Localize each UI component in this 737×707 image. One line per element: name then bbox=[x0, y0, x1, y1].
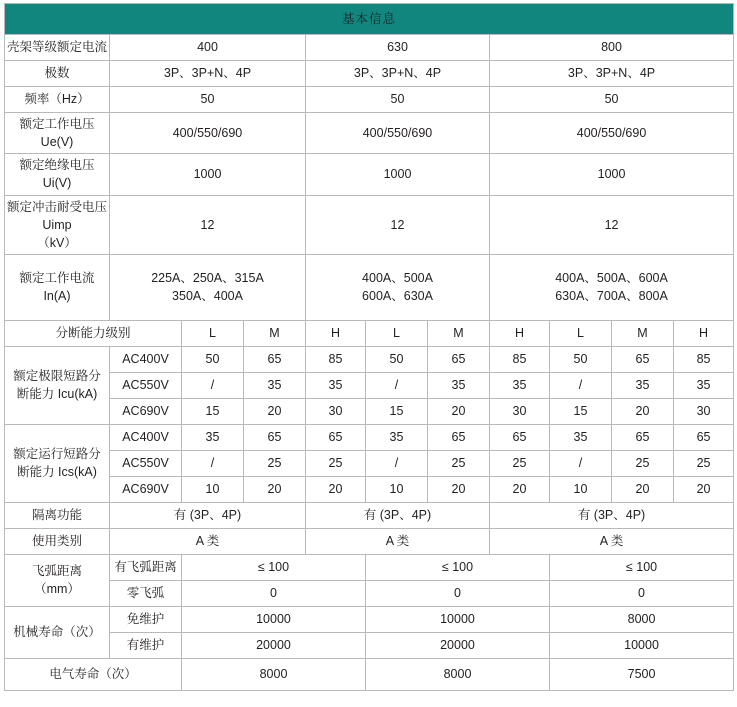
cell-frame-rating-400: 400 bbox=[110, 35, 306, 61]
ics-label-line1: 额定运行短路分 bbox=[13, 447, 101, 462]
icu-label-line1: 额定极限短路分 bbox=[13, 369, 101, 384]
ics-ac400v-400-m: 65 bbox=[244, 424, 306, 450]
in-630-line1: 400A、500A bbox=[362, 271, 433, 286]
row-label-rated-current: 额定工作电流 In(A) bbox=[5, 254, 110, 320]
ics-ac550v-630-m: 25 bbox=[428, 450, 490, 476]
ics-ac400v-800-h: 65 bbox=[674, 424, 734, 450]
cell-frame-rating-800: 800 bbox=[490, 35, 734, 61]
icu-ac400v-400-m: 65 bbox=[244, 346, 306, 372]
cell-uimp-630: 12 bbox=[306, 195, 490, 254]
cell-arc-zero-630: 0 bbox=[366, 580, 550, 606]
ics-label-line2: 断能力 Ics(kA) bbox=[17, 465, 97, 480]
icu-ac690v-400-l: 15 bbox=[182, 398, 244, 424]
row-label-rated-working-voltage: 额定工作电压 Ue(V) bbox=[5, 113, 110, 154]
in-630-line2: 600A、630A bbox=[362, 289, 433, 304]
cell-frame-rating-630: 630 bbox=[306, 35, 490, 61]
ics-ac690v-400-m: 20 bbox=[244, 476, 306, 502]
cell-frequency-800: 50 bbox=[490, 87, 734, 113]
grade-630-l: L bbox=[366, 320, 428, 346]
grade-400-m: M bbox=[244, 320, 306, 346]
table-row bbox=[5, 632, 734, 658]
ics-ac690v-400-h: 20 bbox=[306, 476, 366, 502]
cell-arc-with-800: ≤ 100 bbox=[550, 554, 734, 580]
cell-elec-life-630: 8000 bbox=[366, 658, 550, 690]
icu-ac400v-800-h: 85 bbox=[674, 346, 734, 372]
table-row bbox=[5, 398, 734, 424]
grade-630-h: H bbox=[490, 320, 550, 346]
table-header-row bbox=[5, 4, 734, 35]
grade-630-m: M bbox=[428, 320, 490, 346]
ics-ac690v-800-m: 20 bbox=[612, 476, 674, 502]
ics-ac400v-630-l: 35 bbox=[366, 424, 428, 450]
table-row bbox=[5, 320, 734, 346]
icu-ac550v-630-h: 35 bbox=[490, 372, 550, 398]
icu-ac400v-400-h: 85 bbox=[306, 346, 366, 372]
table-row bbox=[5, 372, 734, 398]
cell-mech-free-800: 8000 bbox=[550, 606, 734, 632]
cell-ui-400: 1000 bbox=[110, 154, 306, 195]
cell-uimp-400: 12 bbox=[110, 195, 306, 254]
row-label-electrical-life: 电气寿命（次） bbox=[5, 658, 182, 690]
cell-in-630 bbox=[306, 254, 490, 320]
cell-poles-400: 3P、3P+N、4P bbox=[110, 61, 306, 87]
arc-distance-label-line1: 飞弧距离 bbox=[31, 564, 82, 579]
cell-arc-with-630: ≤ 100 bbox=[366, 554, 550, 580]
ics-ac690v-800-l: 10 bbox=[550, 476, 612, 502]
cell-isolation-800: 有 (3P、4P) bbox=[490, 502, 734, 528]
icu-ac550v-400-l: / bbox=[182, 372, 244, 398]
icu-label-line2: 断能力 Icu(kA) bbox=[16, 387, 98, 402]
cell-elec-life-800: 7500 bbox=[550, 658, 734, 690]
icu-ac400v-630-m: 65 bbox=[428, 346, 490, 372]
cell-ui-800: 1000 bbox=[490, 154, 734, 195]
icu-ac690v-630-l: 15 bbox=[366, 398, 428, 424]
cell-mech-free-630: 10000 bbox=[366, 606, 550, 632]
ics-ac550v-800-h: 25 bbox=[674, 450, 734, 476]
table-row bbox=[5, 580, 734, 606]
cell-poles-630: 3P、3P+N、4P bbox=[306, 61, 490, 87]
icu-ac690v-800-m: 20 bbox=[612, 398, 674, 424]
cell-in-400 bbox=[110, 254, 306, 320]
grade-800-h: H bbox=[674, 320, 734, 346]
cell-ue-800: 400/550/690 bbox=[490, 113, 734, 154]
row-label-frequency: 频率（Hz） bbox=[5, 87, 110, 113]
cell-ue-400: 400/550/690 bbox=[110, 113, 306, 154]
cell-mech-maintained-630: 20000 bbox=[366, 632, 550, 658]
table-row bbox=[5, 113, 734, 154]
icu-ac690v-400-m: 20 bbox=[244, 398, 306, 424]
in-400-line2: 350A、400A bbox=[172, 289, 243, 304]
cell-ue-630: 400/550/690 bbox=[306, 113, 490, 154]
ics-ac400v-630-m: 65 bbox=[428, 424, 490, 450]
grade-400-l: L bbox=[182, 320, 244, 346]
table-row bbox=[5, 87, 734, 113]
impulse-voltage-label-line2: （kV） bbox=[37, 235, 77, 250]
icu-ac550v-630-m: 35 bbox=[428, 372, 490, 398]
row-label-breaking-class: 分断能力级别 bbox=[5, 320, 182, 346]
icu-ac690v-800-l: 15 bbox=[550, 398, 612, 424]
cell-category-400: A 类 bbox=[110, 528, 306, 554]
icu-ac550v-630-l: / bbox=[366, 372, 428, 398]
cell-frequency-400: 50 bbox=[110, 87, 306, 113]
icu-ac550v-400-m: 35 bbox=[244, 372, 306, 398]
row-label-isolation: 隔离功能 bbox=[5, 502, 110, 528]
ics-ac550v-800-l: / bbox=[550, 450, 612, 476]
icu-ac400v-800-l: 50 bbox=[550, 346, 612, 372]
ics-ac550v-400-m: 25 bbox=[244, 450, 306, 476]
table-row bbox=[5, 606, 734, 632]
cell-ui-630: 1000 bbox=[306, 154, 490, 195]
icu-ac690v-800-h: 30 bbox=[674, 398, 734, 424]
ics-ac690v-800-h: 20 bbox=[674, 476, 734, 502]
table-row bbox=[5, 528, 734, 554]
cell-category-630: A 类 bbox=[306, 528, 490, 554]
table-row bbox=[5, 554, 734, 580]
cell-in-800 bbox=[490, 254, 734, 320]
ics-ac550v-630-l: / bbox=[366, 450, 428, 476]
row-label-icu bbox=[5, 346, 110, 424]
mech-sublabel-maintenance-free: 免维护 bbox=[110, 606, 182, 632]
cell-arc-zero-400: 0 bbox=[182, 580, 366, 606]
table-row bbox=[5, 195, 734, 254]
cell-elec-life-400: 8000 bbox=[182, 658, 366, 690]
in-800-line2: 630A、700A、800A bbox=[555, 289, 668, 304]
grade-800-l: L bbox=[550, 320, 612, 346]
cell-isolation-630: 有 (3P、4P) bbox=[306, 502, 490, 528]
ics-ac400v-400-l: 35 bbox=[182, 424, 244, 450]
cell-isolation-400: 有 (3P、4P) bbox=[110, 502, 306, 528]
ics-ac690v-630-m: 20 bbox=[428, 476, 490, 502]
cell-frequency-630: 50 bbox=[306, 87, 490, 113]
row-label-frame-rating: 壳架等级额定电流 bbox=[5, 35, 110, 61]
icu-ac690v-630-m: 20 bbox=[428, 398, 490, 424]
in-400-line1: 225A、250A、315A bbox=[151, 271, 264, 286]
ics-ac550v-630-h: 25 bbox=[490, 450, 550, 476]
ics-sublabel-ac550v: AC550V bbox=[110, 450, 182, 476]
table-row bbox=[5, 450, 734, 476]
arc-sublabel-with-arc: 有飞弧距离 bbox=[110, 554, 182, 580]
specification-table bbox=[4, 3, 734, 691]
cell-mech-free-400: 10000 bbox=[182, 606, 366, 632]
arc-distance-label-line2: （mm） bbox=[34, 582, 80, 597]
ics-sublabel-ac400v: AC400V bbox=[110, 424, 182, 450]
row-label-impulse-voltage bbox=[5, 195, 110, 254]
ics-ac690v-630-l: 10 bbox=[366, 476, 428, 502]
icu-ac400v-400-l: 50 bbox=[182, 346, 244, 372]
icu-ac690v-400-h: 30 bbox=[306, 398, 366, 424]
impulse-voltage-label-line1: 额定冲击耐受电压 Uimp bbox=[7, 199, 108, 232]
grade-800-m: M bbox=[612, 320, 674, 346]
page-title: 基本信息 bbox=[5, 4, 734, 35]
ics-ac550v-400-l: / bbox=[182, 450, 244, 476]
table-row bbox=[5, 61, 734, 87]
ics-ac400v-800-m: 65 bbox=[612, 424, 674, 450]
icu-ac550v-800-m: 35 bbox=[612, 372, 674, 398]
row-label-poles: 极数 bbox=[5, 61, 110, 87]
table-row bbox=[5, 154, 734, 195]
cell-category-800: A 类 bbox=[490, 528, 734, 554]
table-row bbox=[5, 346, 734, 372]
row-label-mechanical-life: 机械寿命（次） bbox=[5, 606, 110, 658]
ics-ac550v-400-h: 25 bbox=[306, 450, 366, 476]
in-800-line1: 400A、500A、600A bbox=[555, 271, 668, 286]
grade-400-h: H bbox=[306, 320, 366, 346]
ics-ac400v-400-h: 65 bbox=[306, 424, 366, 450]
icu-ac550v-400-h: 35 bbox=[306, 372, 366, 398]
cell-uimp-800: 12 bbox=[490, 195, 734, 254]
row-label-arc-distance bbox=[5, 554, 110, 606]
ics-sublabel-ac690v: AC690V bbox=[110, 476, 182, 502]
cell-poles-800: 3P、3P+N、4P bbox=[490, 61, 734, 87]
icu-ac550v-800-l: / bbox=[550, 372, 612, 398]
table-row bbox=[5, 476, 734, 502]
row-label-ics bbox=[5, 424, 110, 502]
row-label-rated-insulation-voltage: 额定绝缘电压 Ui(V) bbox=[5, 154, 110, 195]
icu-ac400v-800-m: 65 bbox=[612, 346, 674, 372]
ics-ac400v-800-l: 35 bbox=[550, 424, 612, 450]
ics-ac550v-800-m: 25 bbox=[612, 450, 674, 476]
ics-ac400v-630-h: 65 bbox=[490, 424, 550, 450]
icu-ac550v-800-h: 35 bbox=[674, 372, 734, 398]
icu-sublabel-ac400v: AC400V bbox=[110, 346, 182, 372]
icu-ac690v-630-h: 30 bbox=[490, 398, 550, 424]
arc-sublabel-zero-arc: 零飞弧 bbox=[110, 580, 182, 606]
icu-ac400v-630-l: 50 bbox=[366, 346, 428, 372]
cell-arc-with-400: ≤ 100 bbox=[182, 554, 366, 580]
table-row bbox=[5, 502, 734, 528]
row-label-utilization-category: 使用类别 bbox=[5, 528, 110, 554]
cell-mech-maintained-800: 10000 bbox=[550, 632, 734, 658]
table-row bbox=[5, 254, 734, 320]
table-row bbox=[5, 424, 734, 450]
table-row bbox=[5, 658, 734, 690]
ics-ac690v-630-h: 20 bbox=[490, 476, 550, 502]
cell-mech-maintained-400: 20000 bbox=[182, 632, 366, 658]
icu-ac400v-630-h: 85 bbox=[490, 346, 550, 372]
mech-sublabel-maintained: 有维护 bbox=[110, 632, 182, 658]
icu-sublabel-ac550v: AC550V bbox=[110, 372, 182, 398]
cell-arc-zero-800: 0 bbox=[550, 580, 734, 606]
ics-ac690v-400-l: 10 bbox=[182, 476, 244, 502]
table-row bbox=[5, 35, 734, 61]
icu-sublabel-ac690v: AC690V bbox=[110, 398, 182, 424]
